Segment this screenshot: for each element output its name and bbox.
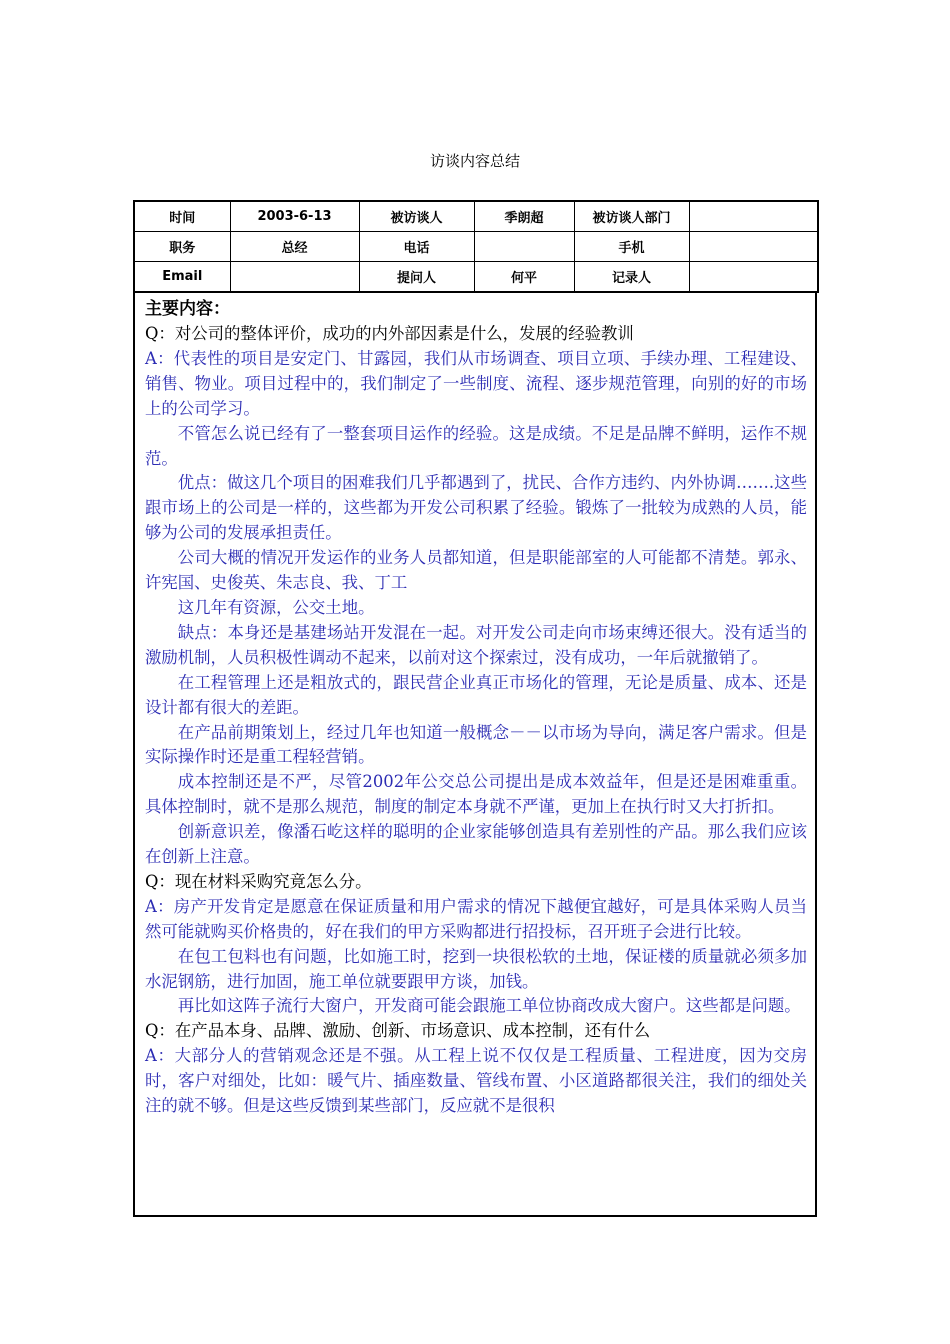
label-interviewee-department: 被访谈人部门: [574, 201, 689, 232]
answer-paragraph: 缺点：本身还是基建场站开发混在一起。对开发公司走向市场束缚还很大。没有适当的激励机制，人员积极性调动不起来，以前对这个探索过，没有成功，一年后就撤销了。: [145, 622, 807, 667]
answer-paragraph: 在工程管理上还是粗放式的，跟民营企业真正市场化的管理，无论是质量、成本、还是设计都有很大的差距。: [145, 672, 807, 717]
label-interviewer: 提问人: [359, 262, 474, 293]
label-position: 职务: [134, 232, 230, 262]
label-time: 时间: [134, 201, 230, 232]
answer-paragraph: 成本控制还是不严，尽管2002年公交总公司提出是成本效益年，但是还是困难重重。具体控制时，就不是那么规范，制度的制定本身就不严谨，更加上在执行时又大打折扣。: [145, 772, 807, 817]
question-paragraph: Q：在产品本身、品牌、激励、创新、市场意识、成本控制，还有什么: [145, 1021, 651, 1041]
answer-paragraph: 不管怎么说已经有了一整套项目运作的经验。这是成绩。不足是品牌不鲜明，运作不规范。: [145, 423, 807, 468]
content-paragraphs: [145, 322, 807, 1119]
document-title: 访谈内容总结: [429, 152, 520, 170]
label-phone: 电话: [359, 232, 474, 262]
value-interviewee-department: [689, 201, 818, 232]
answer-paragraph: 在产品前期策划上，经过几年也知道一般概念－－以市场为导向，满足客户需求。但是实际操作时还是重工程轻营销。: [145, 722, 807, 767]
answer-paragraph: A：代表性的项目是安定门、甘露园，我们从市场调查、项目立项、手续办理、工程建设、销售、物业。项目过程中的，我们制定了一些制度、流程、逐步规范管理，向别的好的市场上的公司学习。: [145, 348, 807, 418]
answer-paragraph: 再比如这阵子流行大窗户，开发商可能会跟施工单位协商改成大窗户。这些都是问题。: [177, 996, 801, 1016]
table-row: [134, 232, 818, 262]
answer-paragraph: 公司大概的情况开发运作的业务人员都知道，但是职能部室的人可能都不清楚。郭永、许宪国、史俊英、朱志良、我、丁工: [145, 548, 807, 593]
table-row: [134, 201, 818, 232]
answer-paragraph: A：大部分人的营销观念还是不强。从工程上说不仅仅是工程质量、工程进度，因为交房时，客户对细处，比如：暖气片、插座数量、管线布置、小区道路都很关注，我们的细处关注的就不够。但是这些反馈到某些部门，反应就不是很积: [145, 1046, 807, 1116]
label-mobile: 手机: [574, 232, 689, 262]
answer-paragraph: 在包工包料也有问题，比如施工时，挖到一块很松软的土地，保证楼的质量就必须多加水泥钢筋，进行加固，施工单位就要跟甲方谈，加钱。: [145, 946, 807, 991]
answer-paragraph: 优点：做这几个项目的困难我们几乎都遇到了，扰民、合作方违约、内外协调…….这些跟市场上的公司是一样的，这些都为开发公司积累了经验。锻炼了一批较为成熟的人员，能够为公司的发展承担责任。: [145, 473, 807, 543]
answer-paragraph: 创新意识差，像潘石屹这样的聪明的企业家能够创造具有差别性的产品。那么我们应该在创新上注意。: [145, 822, 807, 867]
value-email: [230, 262, 359, 293]
value-interviewer: 何平: [474, 262, 574, 293]
answer-paragraph: A：房产开发肯定是愿意在保证质量和用户需求的情况下越便宜越好，可是具体采购人员当然可能就购买价格贵的，好在我们的甲方采购都进行招投标，召开班子会进行比较。: [145, 896, 807, 941]
main-content-box: [133, 293, 817, 1217]
value-interviewee: 季朗超: [474, 201, 574, 232]
question-paragraph: Q：对公司的整体评价，成功的内外部因素是什么，发展的经验教训: [145, 324, 634, 343]
value-position: 总经: [230, 232, 359, 262]
label-recorder: 记录人: [574, 262, 689, 293]
question-paragraph: Q：现在材料采购究竟怎么分。: [145, 871, 372, 891]
value-time: 2003-6-13: [230, 201, 359, 232]
label-email: Email: [134, 262, 230, 293]
table-row: [134, 262, 818, 293]
content-heading: 主要内容：: [145, 299, 230, 319]
value-recorder: [689, 262, 818, 293]
label-interviewee: 被访谈人: [359, 201, 474, 232]
answer-paragraph: 这几年有资源，公交土地。: [177, 597, 375, 617]
interview-info-table: [133, 200, 819, 293]
value-mobile: [689, 232, 818, 262]
value-phone: [474, 232, 574, 262]
